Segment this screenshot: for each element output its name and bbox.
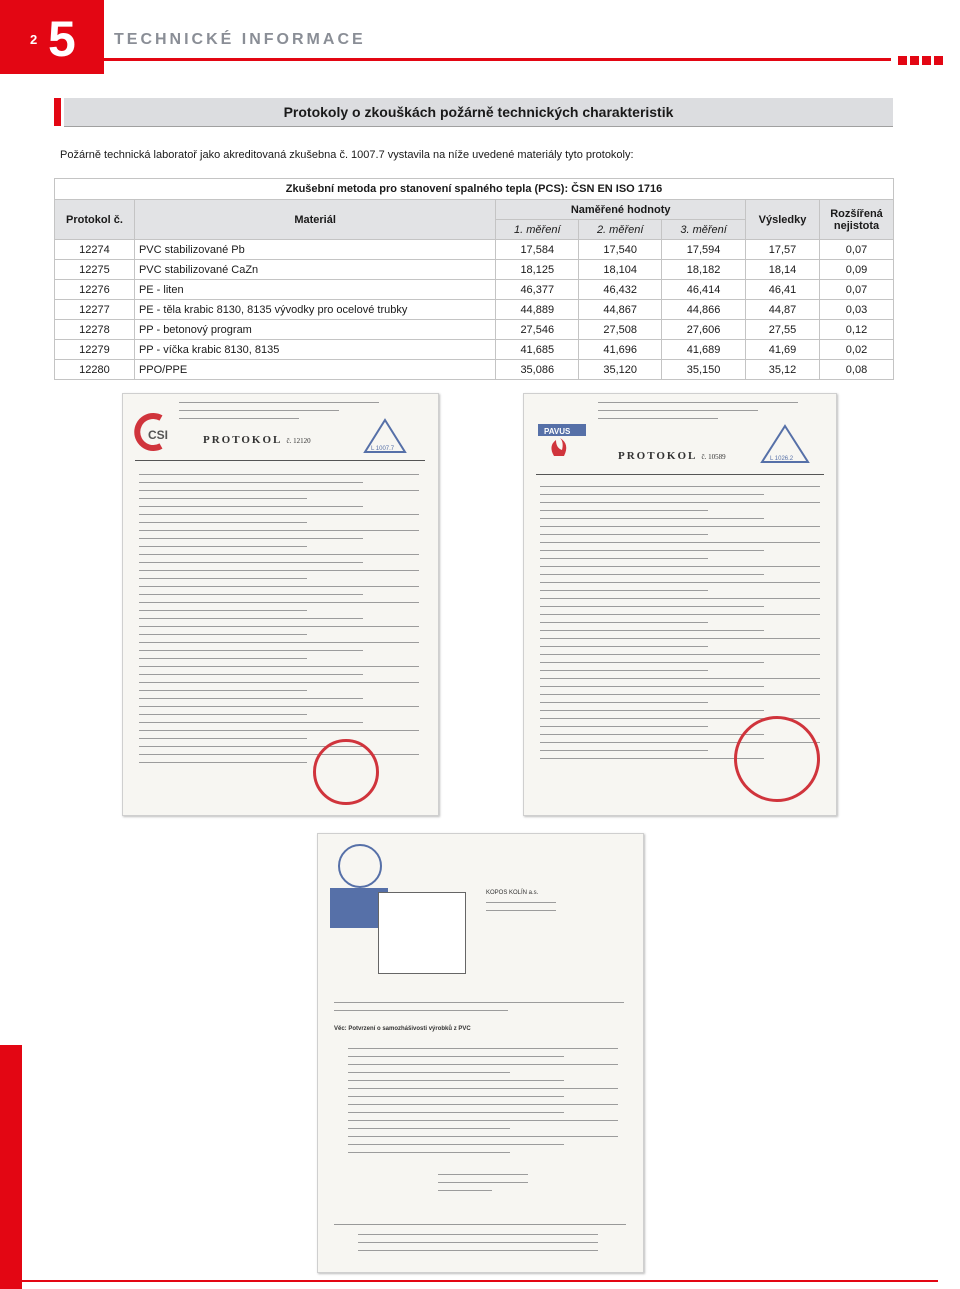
cell-material: PP - betonový program <box>134 320 495 340</box>
cell-result: 44,87 <box>746 300 820 320</box>
cell-protocol: 12274 <box>55 240 135 260</box>
doc2-badge-icon <box>760 424 810 468</box>
header-material: Materiál <box>134 200 495 240</box>
cell-material: PE - liten <box>134 280 495 300</box>
csi-logo-icon <box>131 412 171 452</box>
cell-m2: 35,120 <box>579 360 662 380</box>
cell-m3: 18,182 <box>662 260 746 280</box>
cell-m1: 27,546 <box>496 320 579 340</box>
cell-m2: 46,432 <box>579 280 662 300</box>
header-measured: Naměřené hodnoty <box>496 200 746 220</box>
cell-m1: 17,584 <box>496 240 579 260</box>
pavus-logo-icon <box>534 418 590 458</box>
cell-protocol: 12279 <box>55 340 135 360</box>
doc3-signature-lines <box>438 1174 528 1198</box>
table-row <box>55 360 894 380</box>
doc2-stamp <box>734 716 820 802</box>
cell-m2: 18,104 <box>579 260 662 280</box>
cell-m2: 17,540 <box>579 240 662 260</box>
table-row <box>55 260 894 280</box>
protocol-scan-2 <box>523 393 837 816</box>
cell-uncertainty: 0,03 <box>819 300 893 320</box>
cell-m2: 27,508 <box>579 320 662 340</box>
doc3-company: KOPOS KOLÍN a.s. <box>486 890 539 896</box>
table-row <box>55 300 894 320</box>
side-accent-bar <box>0 1045 22 1289</box>
section-title: Protokoly o zkouškách požárně technických charakteristik <box>64 98 893 126</box>
confirmation-scan <box>317 833 644 1273</box>
doc1-protocol-word: PROTOKOL <box>203 434 282 446</box>
cell-protocol: 12276 <box>55 280 135 300</box>
doc2-logo: PAVUS <box>544 427 571 436</box>
cell-protocol: 12275 <box>55 260 135 280</box>
cell-m3: 17,594 <box>662 240 746 260</box>
doc3-title: Věc: Potvrzení o samozhášivosti výrobků z PVC <box>334 1026 471 1032</box>
doc1-badge-label: L 1007.7 <box>371 446 395 452</box>
table-row <box>55 320 894 340</box>
cell-m3: 46,414 <box>662 280 746 300</box>
cell-result: 46,41 <box>746 280 820 300</box>
header-protocol: Protokol č. <box>55 200 135 240</box>
cell-m3: 35,150 <box>662 360 746 380</box>
intro-text: Požárně technická laboratoř jako akreditovaná zkušebna č. 1007.7 vystavila na níže uvedené materiály tyto protokoly: <box>60 149 634 161</box>
cell-material: PP - víčka krabic 8130, 8135 <box>134 340 495 360</box>
cell-m1: 44,889 <box>496 300 579 320</box>
page-number: 2 <box>30 32 38 47</box>
header-results: Výsledky <box>746 200 820 240</box>
protocol-scan-1 <box>122 393 439 816</box>
doc2-protocol-number: č. 10589 <box>701 453 726 461</box>
doc1-stamp <box>313 739 379 805</box>
cell-result: 27,55 <box>746 320 820 340</box>
doc2-protocol-word: PROTOKOL <box>618 450 697 462</box>
header-m1: 1. měření <box>496 220 579 240</box>
chapter-title: TECHNICKÉ INFORMACE <box>114 31 366 48</box>
cell-uncertainty: 0,12 <box>819 320 893 340</box>
doc1-protocol-number: č. 12120 <box>286 437 311 445</box>
cell-result: 17,57 <box>746 240 820 260</box>
cell-m3: 27,606 <box>662 320 746 340</box>
table-row <box>55 240 894 260</box>
footer-line <box>22 1280 938 1282</box>
results-table <box>54 178 894 380</box>
cell-m1: 35,086 <box>496 360 579 380</box>
cell-uncertainty: 0,09 <box>819 260 893 280</box>
cell-material: PE - těla krabic 8130, 8135 vývodky pro ocelové trubky <box>134 300 495 320</box>
cell-result: 35,12 <box>746 360 820 380</box>
cell-uncertainty: 0,07 <box>819 240 893 260</box>
received-stamp <box>378 892 466 974</box>
cell-uncertainty: 0,07 <box>819 280 893 300</box>
doc1-body-lines <box>139 474 419 770</box>
doc3-footer-lines <box>358 1234 598 1258</box>
header-m3: 3. měření <box>662 220 746 240</box>
header-m2: 2. měření <box>579 220 662 240</box>
elektro-logo-icon <box>338 844 382 888</box>
cell-result: 41,69 <box>746 340 820 360</box>
section-underline <box>64 126 893 127</box>
cell-m3: 44,866 <box>662 300 746 320</box>
cell-result: 18,14 <box>746 260 820 280</box>
cell-m1: 41,685 <box>496 340 579 360</box>
cell-protocol: 12278 <box>55 320 135 340</box>
cell-material: PVC stabilizované Pb <box>134 240 495 260</box>
cell-m1: 18,125 <box>496 260 579 280</box>
doc3-body-lines <box>348 1048 618 1160</box>
cell-material: PPO/PPE <box>134 360 495 380</box>
cell-uncertainty: 0,08 <box>819 360 893 380</box>
doc2-org-lines <box>598 402 798 426</box>
doc1-logo: CSI <box>148 428 169 442</box>
header-uncertainty: Rozšířená nejistota <box>819 200 893 240</box>
cell-m2: 41,696 <box>579 340 662 360</box>
doc1-org-lines <box>179 402 379 426</box>
cell-m3: 41,689 <box>662 340 746 360</box>
header-divider <box>104 58 891 61</box>
header-decoration <box>898 52 946 70</box>
section-accent <box>54 98 61 126</box>
cell-uncertainty: 0,02 <box>819 340 893 360</box>
cell-protocol: 12277 <box>55 300 135 320</box>
cell-protocol: 12280 <box>55 360 135 380</box>
doc1-badge-icon <box>363 418 407 458</box>
doc2-badge-label: L 1026.2 <box>770 456 794 462</box>
chapter-number: 5 <box>48 11 76 67</box>
cell-m1: 46,377 <box>496 280 579 300</box>
table-row <box>55 340 894 360</box>
cell-material: PVC stabilizované CaZn <box>134 260 495 280</box>
method-header: Zkušební metoda pro stanovení spalného tepla (PCS): ČSN EN ISO 1716 <box>55 179 894 200</box>
table-row <box>55 280 894 300</box>
cell-m2: 44,867 <box>579 300 662 320</box>
